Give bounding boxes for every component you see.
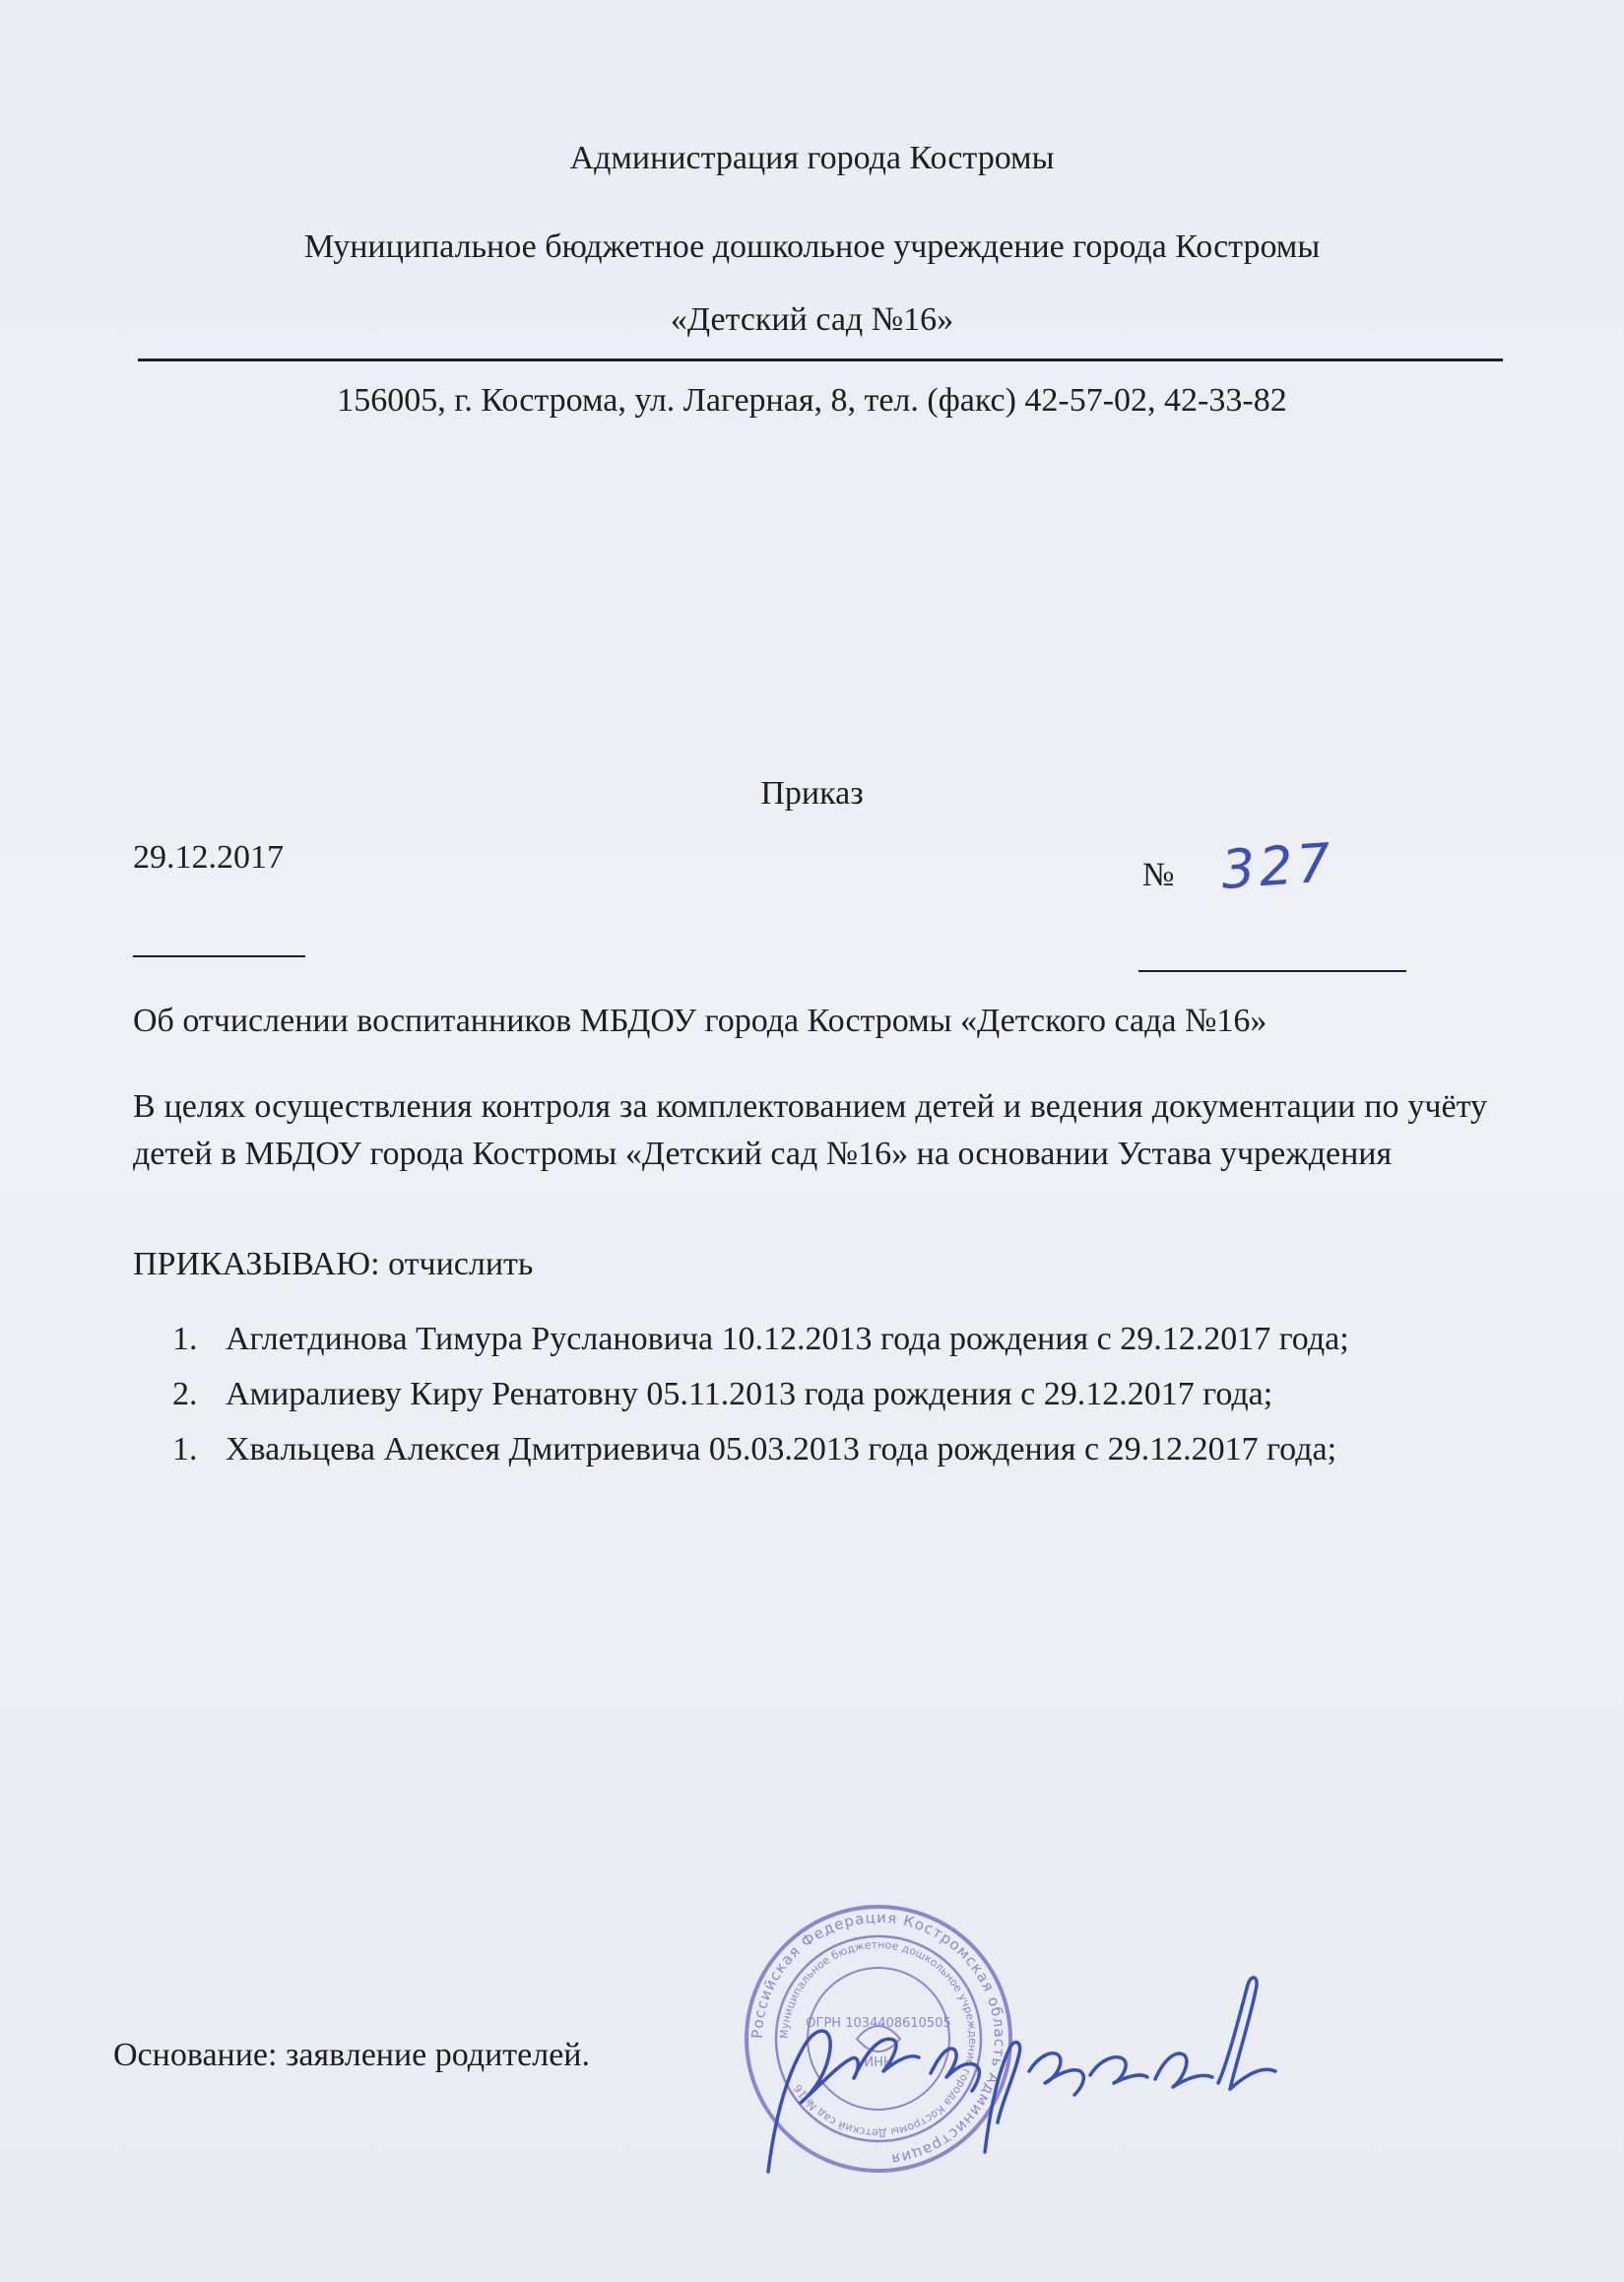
list-item-text: Аглетдинова Тимура Руслановича 10.12.2013 года рождения с 29.12.2017 года; bbox=[226, 1321, 1349, 1357]
list-item-number: 1. bbox=[172, 1321, 198, 1357]
date-blank-line bbox=[133, 955, 305, 957]
order-basis: Основание: заявление родителей. bbox=[113, 2037, 590, 2073]
list-item-number: 2. bbox=[172, 1376, 198, 1412]
order-number-label: № bbox=[1142, 857, 1175, 893]
list-item bbox=[172, 1428, 1487, 1471]
order-preamble: В целях осуществления контроля за комплектованием детей и ведения документации по учёту детей в МБДОУ города Костромы «Детский сад №16» на основании Устава учреждения bbox=[133, 1088, 1487, 1172]
stamp-ogrn: ОГРН 1034408610505 bbox=[806, 2016, 951, 2031]
order-title: Приказ bbox=[760, 775, 864, 812]
order-number-handwritten: 327 bbox=[1218, 831, 1337, 901]
list-item-text: Амиралиеву Киру Ренатовну 05.11.2013 года рождения с 29.12.2017 года; bbox=[226, 1376, 1273, 1412]
pupil-list bbox=[172, 1318, 1487, 1483]
header-institution-name: «Детский сад №16» bbox=[670, 301, 954, 338]
order-subject: Об отчислении воспитанников МБДОУ города Костромы «Детского сада №16» bbox=[133, 1003, 1267, 1039]
stamp-outer-text: Российская Федерация Костромская область Администрация bbox=[747, 1908, 1009, 2169]
header-address: 156005, г. Кострома, ул. Лагерная, 8, тел. (факс) 42-57-02, 42-33-82 bbox=[337, 382, 1287, 419]
list-item bbox=[172, 1373, 1487, 1416]
list-item-number: 1. bbox=[172, 1431, 198, 1467]
list-item bbox=[172, 1318, 1487, 1361]
header-administration: Администрация города Костромы bbox=[569, 140, 1055, 176]
number-blank-line bbox=[1138, 970, 1406, 972]
stamp-inner-text: Муниципальное бюджетное дошкольное учреждение города Костромы Детский сад № 16 bbox=[777, 1937, 980, 2140]
order-date: 29.12.2017 bbox=[133, 839, 284, 876]
list-item-text: Хвальцева Алексея Дмитриевича 05.03.2013 года рождения с 29.12.2017 года; bbox=[226, 1431, 1337, 1467]
signature bbox=[744, 1955, 1290, 2182]
stamp-inn: ИНН bbox=[864, 2055, 893, 2070]
order-directive: ПРИКАЗЫВАЮ: отчислить bbox=[133, 1246, 534, 1282]
header-institution: Муниципальное бюджетное дошкольное учреждение города Костромы bbox=[303, 228, 1321, 265]
header-rule bbox=[138, 359, 1503, 361]
